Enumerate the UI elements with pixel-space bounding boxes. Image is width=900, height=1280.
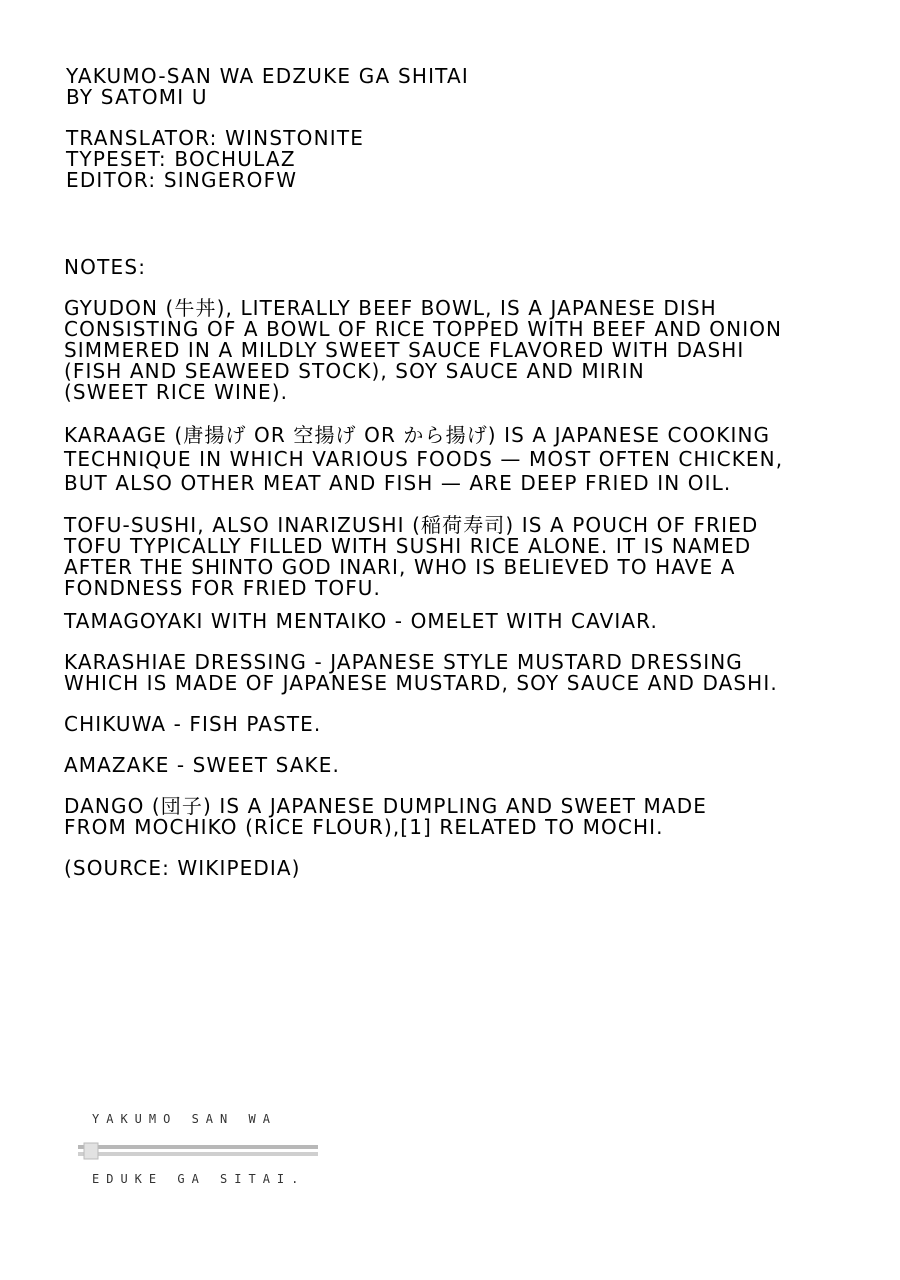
note-source [64,858,844,879]
note-line: TOFU TYPICALLY FILLED WITH SUSHI RICE ALONE. IT IS NAMED [64,534,752,558]
typeset-credit: TYPESET: BOCHULAZ [66,147,296,171]
note-line: TAMAGOYAKI WITH MENTAIKO - OMELET WITH CAVIAR. [64,609,658,633]
note-line: FROM MOCHIKO (RICE FLOUR),[1] RELATED TO MOCHI. [64,815,664,839]
note-tamagoyaki [64,611,844,632]
editor-credit: EDITOR: SINGEROFW [66,168,298,192]
note-line: TOFU-SUSHI, ALSO INARIZUSHI (稲荷寿司) IS A POUCH OF FRIED [64,513,759,537]
note-line: AMAZAKE - SWEET SAKE. [64,753,340,777]
series-title: YAKUMO-SAN WA EDZUKE GA SHITAI [66,64,470,88]
note-gyudon [64,298,844,403]
notes-section [64,256,844,899]
note-line: FONDNESS FOR FRIED TOFU. [64,576,382,600]
note-amazake [64,755,844,776]
note-chikuwa [64,714,844,735]
note-line: SIMMERED IN A MILDLY SWEET SAUCE FLAVORED WITH DASHI [64,338,745,362]
note-karashiae [64,652,844,694]
note-line: GYUDON (牛丼), LITERALLY BEEF BOWL, IS A JAPANESE DISH [64,296,717,320]
note-line: DANGO (団子) IS A JAPANESE DUMPLING AND SWEET MADE [64,794,707,818]
note-line: (SWEET RICE WINE). [64,380,289,404]
translator-credit: TRANSLATOR: WINSTONITE [66,126,365,150]
credits-block [66,66,826,191]
note-tofu-sushi [64,515,844,599]
chopsticks-icon [78,1142,318,1160]
note-line: (FISH AND SEAWEED STOCK), SOY SAUCE AND MIRIN [64,359,645,383]
series-logo [78,1106,338,1196]
logo-top-text: YAKUMO SAN WA [92,1112,277,1126]
note-line: TECHNIQUE IN WHICH VARIOUS FOODS — MOST OFTEN CHICKEN, [64,447,784,471]
note-line: KARAAGE (唐揚げ OR 空揚げ OR から揚げ) IS A JAPANESE COOKING [64,423,771,447]
note-line: AFTER THE SHINTO GOD INARI, WHO IS BELIEVED TO HAVE A [64,555,736,579]
note-line: CHIKUWA - FISH PASTE. [64,712,322,736]
author-credit: BY SATOMI U [66,85,208,109]
note-karaage [64,423,844,495]
note-line: (SOURCE: WIKIPEDIA) [64,856,301,880]
note-line: KARASHIAE DRESSING - JAPANESE STYLE MUSTARD DRESSING [64,650,743,674]
note-line: CONSISTING OF A BOWL OF RICE TOPPED WITH BEEF AND ONION [64,317,783,341]
note-line: BUT ALSO OTHER MEAT AND FISH — ARE DEEP FRIED IN OIL. [64,471,732,495]
note-dango [64,796,844,838]
notes-heading: NOTES: [64,255,147,279]
logo-bottom-text: EDUKE GA SITAI. [92,1172,306,1186]
note-line: WHICH IS MADE OF JAPANESE MUSTARD, SOY SAUCE AND DASHI. [64,671,778,695]
